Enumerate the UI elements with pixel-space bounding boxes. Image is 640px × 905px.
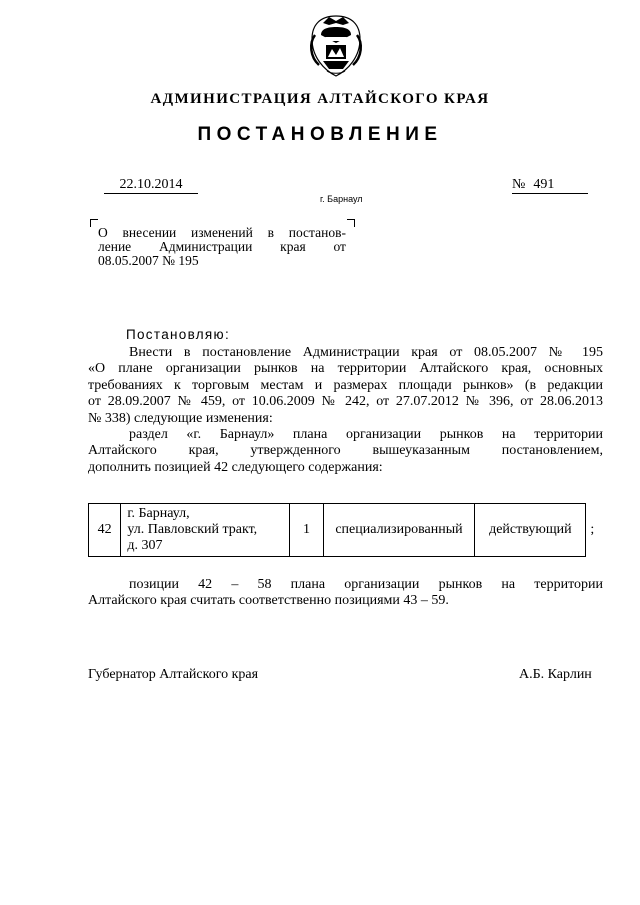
decree-word: Постановляю:: [126, 327, 230, 342]
document-type-title: ПОСТАНОВЛЕНИЕ: [197, 124, 443, 145]
insertion-table: [88, 503, 598, 557]
after-line: Алтайского края считать соответственно позициями 43 – 59.: [88, 593, 449, 609]
number-value: 491: [533, 177, 555, 192]
section-line: дополнить позицией 42 следующего содержания:: [88, 459, 383, 475]
body-line: от 28.09.2007 № 459, от 10.06.2009 № 242, от 27.07.2012 № 396, от 28.06.2013: [88, 394, 603, 410]
table-cell-count: 1: [290, 504, 323, 557]
table-cell-status: действующий: [475, 504, 586, 557]
document-number: [512, 177, 588, 194]
subject-word: ление: [98, 239, 132, 254]
subject-word: от: [333, 239, 346, 254]
subject-word: О: [98, 225, 108, 240]
document-date: 22.10.2014: [104, 177, 198, 194]
section-line: раздел «г. Барнаул» плана организации рынков на территории: [129, 427, 603, 443]
section-line: Алтайского края, утвержденного вышеуказанным постановлением,: [88, 443, 603, 459]
table-cell-type: специализированный: [323, 504, 475, 557]
subject-word: изменений: [191, 225, 253, 240]
table-cell-number: 42: [89, 504, 121, 557]
subject-line-2: [98, 240, 346, 254]
subject-word: внесении: [122, 225, 177, 240]
body-line: «О плане организации рынков на территории Алтайского края, основных: [88, 361, 603, 377]
signatory-name: А.Б. Карлин: [519, 667, 592, 682]
body-line: Внести в постановление Администрации края от 08.05.2007 № 195: [129, 345, 603, 360]
address-line: г. Барнаул,: [127, 506, 190, 521]
table-trailing-semicolon: ;: [590, 522, 595, 537]
subject-word: края: [280, 239, 306, 254]
table-row: [89, 504, 599, 557]
subject-line-1: [98, 226, 346, 240]
subject-word: Администрации: [159, 239, 253, 254]
signatory-position: Губернатор Алтайского края: [88, 667, 259, 682]
number-sign: №: [512, 177, 526, 192]
after-table-text: [88, 577, 603, 610]
body-line: № 338) следующие изменения:: [88, 410, 273, 426]
document-subject: [98, 226, 346, 268]
address-line: ул. Павловский тракт,: [127, 522, 258, 537]
coat-of-arms-emblem: [307, 13, 365, 79]
subject-word: в: [267, 225, 274, 240]
subject-word: постанов-: [288, 225, 346, 240]
address-line: д. 307: [127, 538, 163, 553]
table-cell-address: [121, 504, 290, 557]
subject-corner-left: [90, 219, 98, 227]
body-text: [88, 345, 603, 476]
organization-title: АДМИНИСТРАЦИЯ АЛТАЙСКОГО КРАЯ: [150, 91, 490, 107]
body-line: требованиях к торговым местам и размерах площади рынков» (в редакции: [88, 377, 603, 393]
subject-corner-right: [347, 219, 355, 227]
subject-line-3: 08.05.2007 № 195: [98, 253, 199, 268]
after-line: позиции 42 – 58 плана организации рынков на территории: [129, 577, 603, 592]
city-name: г. Барнаул: [320, 194, 363, 204]
